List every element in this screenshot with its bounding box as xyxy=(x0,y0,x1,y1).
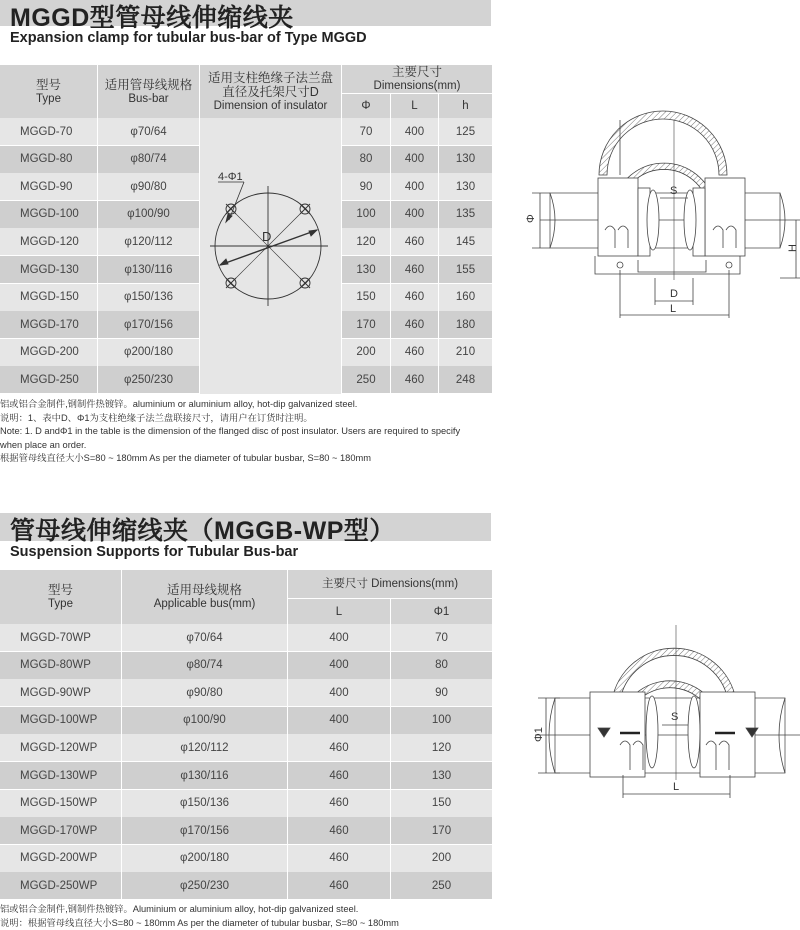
phi1-cell: 100 xyxy=(391,707,492,734)
d-dim-label: D xyxy=(670,288,678,300)
type-cell: MGGD-120WP xyxy=(0,734,121,761)
header-dimensions-zh: 主要尺寸 xyxy=(392,65,442,79)
busbar-cell: φ250/230 xyxy=(98,366,199,393)
l-dim-label: L xyxy=(670,303,676,315)
note-line: 铝或铝合金制件,钢制件热镀锌。Aluminium or aluminium alloy, hot-dip galvanized steel. xyxy=(0,903,399,917)
phi-cell: 130 xyxy=(342,256,390,283)
height-cell: 125 xyxy=(439,118,492,145)
phi-cell: 200 xyxy=(342,339,390,366)
length-cell: 460 xyxy=(288,817,390,844)
height-cell: 180 xyxy=(439,311,492,338)
length-cell: 460 xyxy=(288,845,390,872)
bus-cell: φ150/136 xyxy=(122,790,287,817)
note-line: 根据管母线直径大小S=80 ~ 180mm As per the diameter of tubular busbar, S=80 ~ 180mm xyxy=(0,452,460,466)
type-cell: MGGD-100 xyxy=(0,201,97,228)
phi1-cell: 150 xyxy=(391,790,492,817)
busbar-cell: φ80/74 xyxy=(98,146,199,173)
phi1-cell: 170 xyxy=(391,817,492,844)
suspension-support-drawing xyxy=(510,620,800,800)
section1-subtitle: Expansion clamp for tubular bus-bar of Type MGGD xyxy=(10,30,367,46)
type-cell: MGGD-170 xyxy=(0,311,97,338)
height-cell: 135 xyxy=(439,201,492,228)
length-cell: 460 xyxy=(391,256,438,283)
length-cell: 400 xyxy=(391,173,438,200)
length-cell: 460 xyxy=(391,284,438,311)
phi-cell: 70 xyxy=(342,118,390,145)
phi-dim-label: Φ xyxy=(525,214,537,223)
header-phi: Φ xyxy=(342,94,390,118)
phi1-cell: 80 xyxy=(391,652,492,679)
phi-cell: 150 xyxy=(342,284,390,311)
bus-cell: φ170/156 xyxy=(122,817,287,844)
bus-cell: φ100/90 xyxy=(122,707,287,734)
header-insulator-zh1: 适用支柱绝缘子法兰盘 xyxy=(208,71,333,85)
height-cell: 145 xyxy=(439,228,492,255)
l-dim-label: L xyxy=(673,781,679,793)
length-cell: 400 xyxy=(288,624,390,651)
bus-cell: φ250/230 xyxy=(122,872,287,899)
header-type-en: Type xyxy=(48,597,73,611)
phi1-cell: 90 xyxy=(391,679,492,706)
busbar-cell: φ130/116 xyxy=(98,256,199,283)
height-cell: 160 xyxy=(439,284,492,311)
length-cell: 460 xyxy=(288,790,390,817)
length-cell: 400 xyxy=(391,118,438,145)
bus-cell: φ120/112 xyxy=(122,734,287,761)
phi1-cell: 200 xyxy=(391,845,492,872)
length-cell: 460 xyxy=(288,872,390,899)
length-cell: 400 xyxy=(288,679,390,706)
section2-subtitle: Suspension Supports for Tubular Bus-bar xyxy=(10,544,298,560)
phi1-cell: 130 xyxy=(391,762,492,789)
bus-cell: φ130/116 xyxy=(122,762,287,789)
type-cell: MGGD-170WP xyxy=(0,817,121,844)
length-cell: 460 xyxy=(288,734,390,761)
s-dim-label: S xyxy=(670,185,677,197)
type-cell: MGGD-90 xyxy=(0,173,97,200)
header-bus-en: Applicable bus(mm) xyxy=(154,597,256,611)
header-dimensions-en: Dimensions(mm) xyxy=(374,79,461,93)
length-cell: 400 xyxy=(391,201,438,228)
phi1-cell: 70 xyxy=(391,624,492,651)
header-h: h xyxy=(439,94,492,118)
header-applicable-bus xyxy=(122,570,287,624)
phi-cell: 170 xyxy=(342,311,390,338)
type-cell: MGGD-130 xyxy=(0,256,97,283)
busbar-cell: φ120/112 xyxy=(98,228,199,255)
type-cell: MGGD-250WP xyxy=(0,872,121,899)
type-cell: MGGD-130WP xyxy=(0,762,121,789)
section2-title: 管母线伸缩线夹（MGGB-WP型） xyxy=(10,511,395,547)
phi-cell: 90 xyxy=(342,173,390,200)
phi-cell: 250 xyxy=(342,366,390,393)
height-cell: 210 xyxy=(439,339,492,366)
type-cell: MGGD-90WP xyxy=(0,679,121,706)
phi1-cell: 250 xyxy=(391,872,492,899)
header-L: L xyxy=(288,599,390,624)
header-dimensions: 主要尺寸 Dimensions(mm) xyxy=(288,570,492,598)
s-dim-label: S xyxy=(671,711,678,723)
height-cell: 155 xyxy=(439,256,492,283)
type-cell: MGGD-80 xyxy=(0,146,97,173)
phi-cell: 120 xyxy=(342,228,390,255)
expansion-clamp-drawing xyxy=(510,120,800,320)
hole-label: 4-Φ1 xyxy=(218,171,243,183)
height-cell: 130 xyxy=(439,146,492,173)
header-type-zh: 型号 xyxy=(36,78,61,92)
phi1-dim-label: Φ1 xyxy=(533,727,545,742)
bus-cell: φ70/64 xyxy=(122,624,287,651)
bus-cell: φ80/74 xyxy=(122,652,287,679)
busbar-cell: φ100/90 xyxy=(98,201,199,228)
busbar-cell: φ150/136 xyxy=(98,284,199,311)
section1-title: MGGD型管母线伸缩线夹 xyxy=(10,0,294,34)
length-cell: 460 xyxy=(391,339,438,366)
h-dim-label: H xyxy=(787,244,799,252)
header-insulator-en: Dimension of insulator xyxy=(214,99,328,113)
header-bus-zh: 适用母线规格 xyxy=(167,583,242,597)
type-cell: MGGD-150 xyxy=(0,284,97,311)
header-type-zh: 型号 xyxy=(48,583,73,597)
header-type xyxy=(0,570,121,624)
header-type-en: Type xyxy=(36,92,61,106)
header-busbar-en: Bus-bar xyxy=(128,92,168,106)
type-cell: MGGD-80WP xyxy=(0,652,121,679)
busbar-cell: φ90/80 xyxy=(98,173,199,200)
header-insulator-zh2: 直径及托架尺寸D xyxy=(222,85,319,99)
note-line: 铝或铝合金制件,钢制件热镀锌。aluminium or aluminium alloy, hot-dip galvanized steel. xyxy=(0,398,460,412)
type-cell: MGGD-100WP xyxy=(0,707,121,734)
type-cell: MGGD-70 xyxy=(0,118,97,145)
busbar-cell: φ170/156 xyxy=(98,311,199,338)
type-cell: MGGD-150WP xyxy=(0,790,121,817)
length-cell: 460 xyxy=(288,762,390,789)
busbar-cell: φ200/180 xyxy=(98,339,199,366)
type-cell: MGGD-120 xyxy=(0,228,97,255)
section2-notes xyxy=(0,903,399,930)
header-phi1: Φ1 xyxy=(391,599,492,624)
phi-cell: 100 xyxy=(342,201,390,228)
length-cell: 460 xyxy=(391,228,438,255)
bus-cell: φ200/180 xyxy=(122,845,287,872)
busbar-cell: φ70/64 xyxy=(98,118,199,145)
type-cell: MGGD-200WP xyxy=(0,845,121,872)
length-cell: 400 xyxy=(391,146,438,173)
phi1-cell: 120 xyxy=(391,734,492,761)
height-cell: 130 xyxy=(439,173,492,200)
type-cell: MGGD-70WP xyxy=(0,624,121,651)
type-cell: MGGD-200 xyxy=(0,339,97,366)
diameter-label: D xyxy=(262,229,271,244)
type-cell: MGGD-250 xyxy=(0,366,97,393)
bus-cell: φ90/80 xyxy=(122,679,287,706)
length-cell: 400 xyxy=(288,652,390,679)
phi-cell: 80 xyxy=(342,146,390,173)
header-L: L xyxy=(391,94,438,118)
length-cell: 400 xyxy=(288,707,390,734)
length-cell: 460 xyxy=(391,311,438,338)
note-line: Note: 1. D andΦ1 in the table is the dimension of the flanged disc of post insulator. Users are required to specify xyxy=(0,425,460,439)
header-busbar-zh: 适用管母线规格 xyxy=(105,78,193,92)
note-line: when place an order. xyxy=(0,439,460,453)
note-line: 说明：1、表中D、Φ1为支柱绝缘子法兰盘联接尺寸，请用户在订货时注明。 xyxy=(0,412,460,426)
note-line: 说明：根据管母线直径大小S=80 ~ 180mm As per the diameter of tubular busbar, S=80 ~ 180mm xyxy=(0,917,399,930)
height-cell: 248 xyxy=(439,366,492,393)
length-cell: 460 xyxy=(391,366,438,393)
